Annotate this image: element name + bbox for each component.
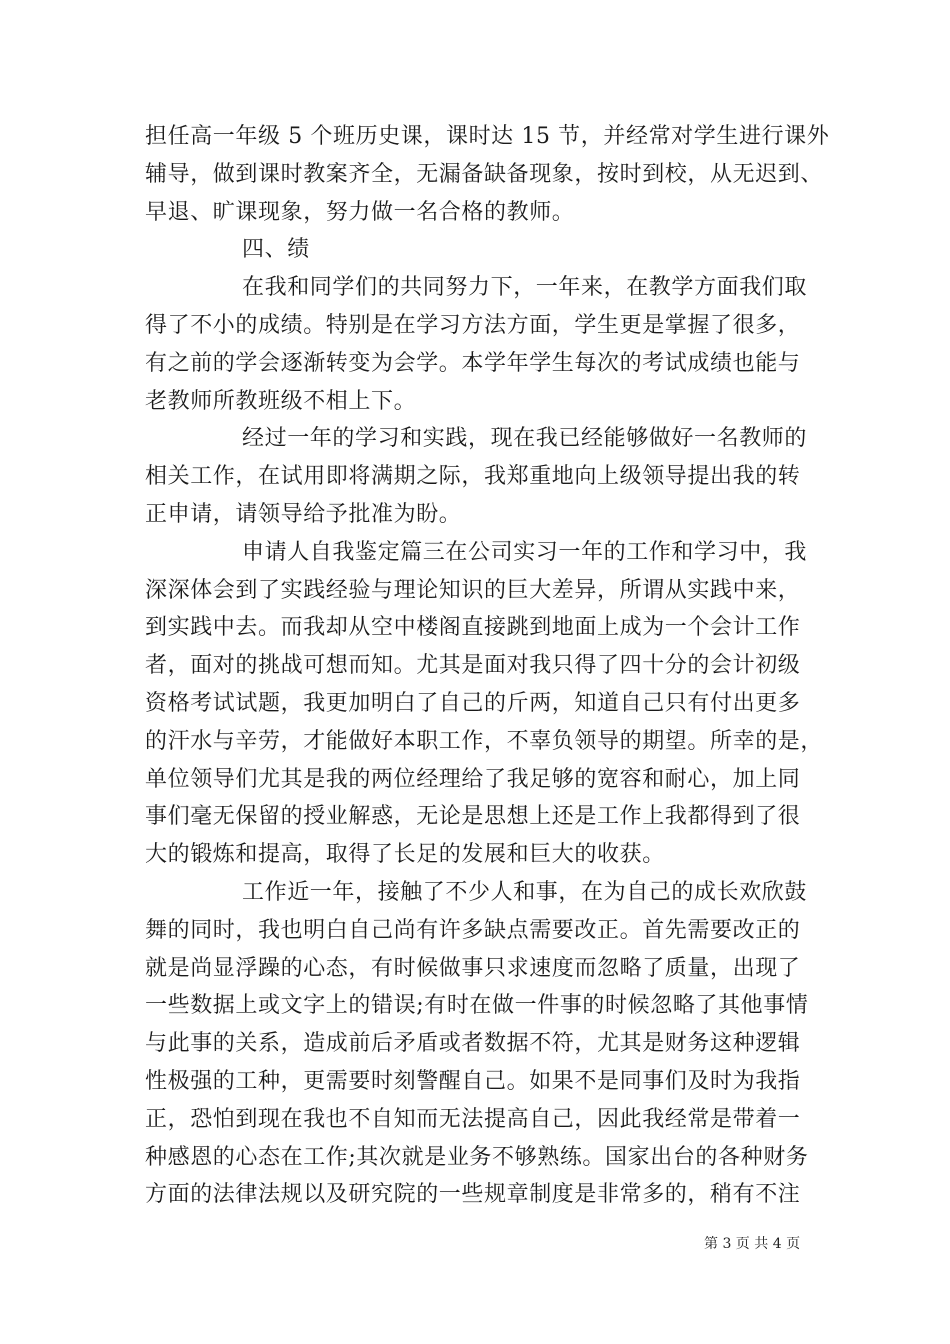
text-line: 辅导，做到课时教案齐全，无漏备缺备现象，按时到校，从无迟到、	[145, 161, 824, 187]
text-line: 就是尚显浮躁的心态，有时候做事只求速度而忽略了质量，出现了	[145, 955, 801, 981]
text-line: 老教师所教班级不相上下。	[145, 388, 417, 414]
text-line: 正申请，请领导给予批准为盼。	[145, 501, 462, 527]
text-line: 在我和同学们的共同努力下，一年来，在教学方面我们取	[242, 275, 808, 301]
text-line: 正，恐怕到现在我也不自知而无法提高自己，因此我经常是带着一	[145, 1106, 801, 1132]
text-line: 事们毫无保留的授业解惑，无论是思想上还是工作上我都得到了很	[145, 804, 801, 830]
text-line: 大的锻炼和提高，取得了长足的发展和巨大的收获。	[145, 842, 665, 868]
text-line: 担任高一年级 5 个班历史课，课时达 15 节，并经常对学生进行课外	[145, 124, 830, 149]
text-line: 申请人自我鉴定篇三在公司实习一年的工作和学习中，我	[242, 539, 808, 565]
text-line: 相关工作，在试用即将满期之际，我郑重地向上级领导提出我的转	[145, 464, 801, 490]
section-heading: 四、绩	[242, 237, 310, 263]
text-line: 一些数据上或文字上的错误;有时在做一件事的时候忽略了其他事情	[145, 993, 809, 1019]
text-line: 到实践中去。而我却从空中楼阁直接跳到地面上成为一个会计工作	[145, 615, 801, 641]
text-line: 深深体会到了实践经验与理论知识的巨大差异，所谓从实践中来，	[145, 577, 801, 603]
text-line: 工作近一年，接触了不少人和事，在为自己的成长欢欣鼓	[242, 879, 808, 905]
text-line: 种感恩的心态在工作;其次就是业务不够熟练。国家出台的各种财务	[145, 1144, 809, 1170]
text-line: 性极强的工种，更需要时刻警醒自己。如果不是同事们及时为我指	[145, 1068, 801, 1094]
text-line: 者，面对的挑战可想而知。尤其是面对我只得了四十分的会计初级	[145, 653, 801, 679]
text-line: 与此事的关系，造成前后矛盾或者数据不符，尤其是财务这种逻辑	[145, 1031, 801, 1057]
text-line: 舞的同时，我也明白自己尚有许多缺点需要改正。首先需要改正的	[145, 917, 801, 943]
text-line: 经过一年的学习和实践，现在我已经能够做好一名教师的	[242, 426, 808, 452]
text-line: 早退、旷课现象，努力做一名合格的教师。	[145, 199, 575, 225]
text-line: 的汗水与辛劳，才能做好本职工作，不辜负领导的期望。所幸的是，	[145, 728, 824, 754]
page-number-footer: 第 3 页 共 4 页	[704, 1236, 801, 1252]
body-text	[145, 118, 830, 1214]
text-line: 得了不小的成绩。特别是在学习方法方面，学生更是掌握了很多，	[145, 312, 801, 338]
text-line: 资格考试试题，我更加明白了自己的斤两，知道自己只有付出更多	[145, 690, 801, 716]
text-line: 单位领导们尤其是我的两位经理给了我足够的宽容和耐心，加上同	[145, 766, 801, 792]
text-line: 有之前的学会逐渐转变为会学。本学年学生每次的考试成绩也能与	[145, 350, 801, 376]
text-line: 方面的法律法规以及研究院的一些规章制度是非常多的，稍有不注	[145, 1182, 801, 1208]
